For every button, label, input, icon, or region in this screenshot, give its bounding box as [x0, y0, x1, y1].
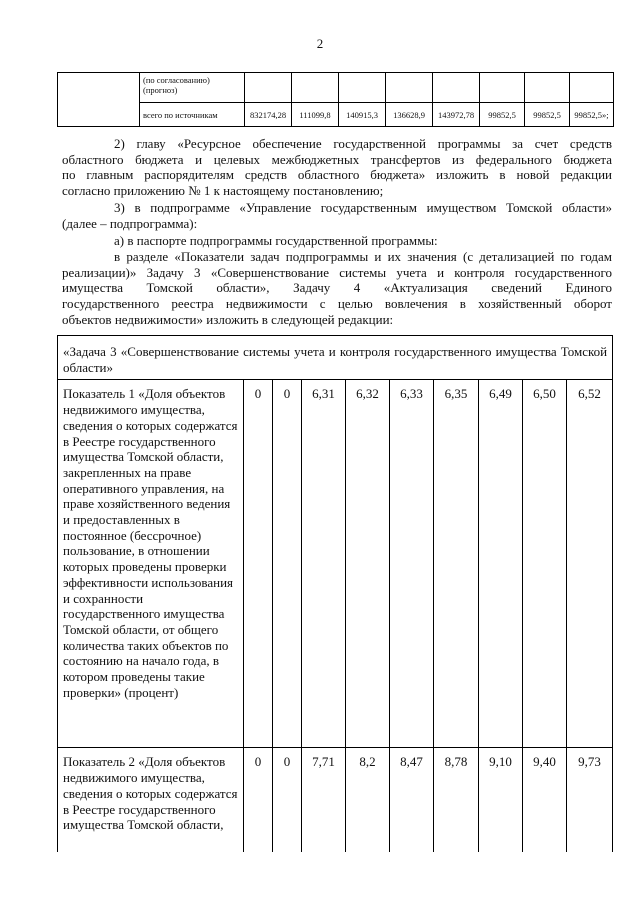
indicator-value: 6,52	[567, 380, 613, 748]
indicator-value: 6,33	[390, 380, 434, 748]
total-value: 136628,9	[386, 103, 433, 127]
indicator-value: 0	[273, 748, 302, 852]
indicator-value: 8,47	[390, 748, 434, 852]
table-row	[58, 380, 613, 748]
funding-table-fragment	[57, 72, 614, 127]
indicator-value: 8,78	[434, 748, 479, 852]
text-line: по главным распорядителям средств областного бюджета» изложить в новой редакции	[62, 167, 612, 183]
total-value: 832174,28	[245, 103, 292, 127]
paragraph-3	[62, 200, 612, 231]
total-value: 99852,5	[525, 103, 570, 127]
indicator-value: 0	[273, 380, 302, 748]
text-line: имущества Томской области», Задачу 4 «Актуализация сведений Единого	[62, 280, 612, 296]
source-label: (по согласованию) (прогноз)	[140, 73, 245, 103]
indicator-2-label: Показатель 2 «Доля объектов недвижимого имущества, сведения о которых содержатся в Реестре государственного имущества Томской области,	[58, 748, 244, 852]
indicator-value: 6,50	[523, 380, 567, 748]
indicator-value: 6,35	[434, 380, 479, 748]
total-label: всего по источникам	[140, 103, 245, 127]
text-line: 3) в подпрограмме «Управление государственным имуществом Томской области»	[114, 200, 612, 215]
indicator-value: 9,10	[479, 748, 523, 852]
text-line: в разделе «Показатели задач подпрограммы и их значения (с детализацией по годам	[114, 249, 612, 264]
indicators-table	[57, 335, 613, 852]
paragraph-2	[62, 136, 612, 199]
text-line: (далее – подпрограмма):	[62, 215, 198, 231]
indicator-value: 9,73	[567, 748, 613, 852]
table-row	[58, 103, 614, 127]
indicator-1-label: Показатель 1 «Доля объектов недвижимого имущества, сведения о которых содержатся в Реестре государственного имущества Томской области, закрепленных на праве оперативного управления, на праве хозяйственного ведения и предоставленных в постоянное (бессрочное) пользование, в отношении которых проведены проверки эффективности использования и сохранности государственного имущества Томской области, от общего количества таких объектов по состоянию на начало года, в котором проведены такие проверки» (процент)	[58, 380, 244, 748]
table-row	[58, 748, 613, 852]
table-row	[58, 336, 613, 380]
paragraph-a: а) в паспорте подпрограммы государственной программы:	[114, 233, 438, 248]
text-line: 2) главу «Ресурсное обеспечение государственной программы за счет средств	[114, 136, 612, 151]
total-value: 111099,8	[292, 103, 339, 127]
text-line: реализации)» Задачу 3 «Совершенствование системы учета и контроля государственного	[62, 264, 612, 280]
indicator-value: 7,71	[302, 748, 346, 852]
text-line: объектов недвижимости» изложить в следующей редакции:	[62, 311, 394, 327]
indicator-value: 9,40	[523, 748, 567, 852]
page-number: 2	[316, 36, 324, 51]
task-title: «Задача 3 «Совершенствование системы учета и контроля государственного имущества Томской области»	[58, 336, 613, 380]
text-line: областного бюджета и целевых межбюджетных трансфертов из федерального бюджета	[62, 151, 612, 167]
indicator-value: 0	[244, 748, 273, 852]
text-line: государственного реестра недвижимости с целью вовлечения в хозяйственный оборот	[62, 296, 612, 312]
indicator-value: 6,32	[346, 380, 390, 748]
total-value: 99852,5»;	[570, 103, 614, 127]
indicator-value: 8,2	[346, 748, 390, 852]
indicator-value: 0	[244, 380, 273, 748]
total-value: 99852,5	[480, 103, 525, 127]
paragraph-b	[62, 249, 612, 328]
table-row	[58, 73, 614, 103]
text-line: согласно приложению № 1 к настоящему постановлению;	[62, 183, 384, 199]
total-value: 140915,3	[339, 103, 386, 127]
total-value: 143972,78	[433, 103, 480, 127]
table-cell	[58, 73, 140, 127]
indicator-value: 6,31	[302, 380, 346, 748]
indicator-value: 6,49	[479, 380, 523, 748]
